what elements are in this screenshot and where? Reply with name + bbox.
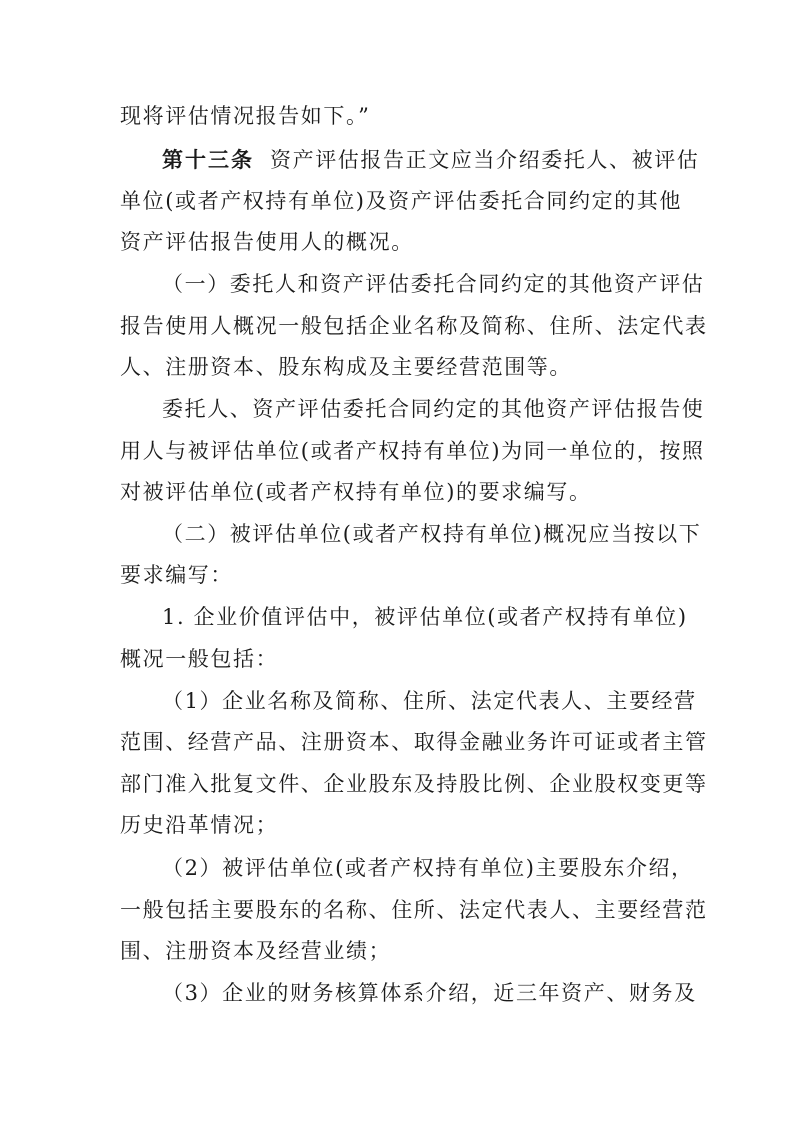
- text-line-10: 对被评估单位(或者产权持有单位)的要求编写。: [120, 480, 592, 504]
- text-line-17: 部门准入批复文件、企业股东及持股比例、企业股权变更等: [120, 772, 708, 796]
- text-line-18: 历史沿革情况；: [120, 813, 279, 837]
- text-line-9: 用人与被评估单位(或者产权持有单位)为同一单位的，按照: [120, 439, 705, 463]
- text-line-8: 委托人、资产评估委托合同约定的其他资产评估报告使: [162, 397, 705, 421]
- text-line-15: （1）企业名称及简称、住所、法定代表人、主要经营: [162, 689, 697, 713]
- text-line-21: 围、注册资本及经营业绩；: [120, 939, 392, 963]
- article-heading: 第十三条: [162, 147, 254, 172]
- text-line-20: 一般包括主要股东的名称、住所、法定代表人、主要经营范: [120, 898, 708, 922]
- text-line-4: 资产评估报告使用人的概况。: [120, 230, 414, 254]
- text-line-19: （2）被评估单位(或者产权持有单位)主要股东介绍，: [162, 856, 694, 880]
- text-line-14: 概况一般包括：: [120, 647, 279, 671]
- text-line-7: 人、注册资本、股东构成及主要经营范围等。: [120, 355, 572, 379]
- text-line-16: 范围、经营产品、注册资本、取得金融业务许可证或者主管: [120, 730, 708, 754]
- text-line-12: 要求编写：: [120, 563, 233, 587]
- article-13-text: 资产评估报告正文应当介绍委托人、被评估: [270, 148, 700, 172]
- text-line-22: （3）企业的财务核算体系介绍，近三年资产、财务及: [162, 981, 697, 1005]
- article-13-line: [162, 147, 700, 172]
- text-line-13: 1. 企业价值评估中，被评估单位(或者产权持有单位): [162, 605, 688, 629]
- text-line-5: （一）委托人和资产评估委托合同约定的其他资产评估: [162, 272, 705, 296]
- text-line-11: （二）被评估单位(或者产权持有单位)概况应当按以下: [162, 522, 702, 546]
- text-line-6: 报告使用人概况一般包括企业名称及简称、住所、法定代表: [120, 314, 708, 338]
- text-line-1: 现将评估情况报告如下。”: [120, 104, 371, 128]
- text-line-3: 单位(或者产权持有单位)及资产评估委托合同约定的其他: [120, 189, 682, 213]
